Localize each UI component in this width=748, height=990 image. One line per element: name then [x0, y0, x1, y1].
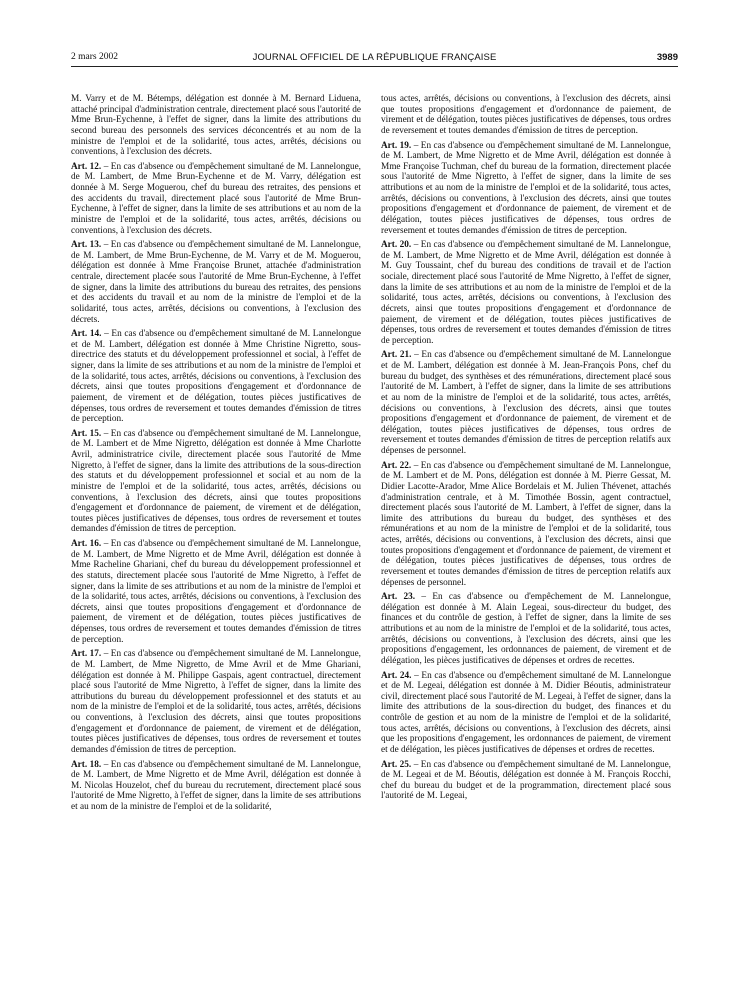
page-number: 3989 — [656, 52, 678, 63]
publication-date: 2 mars 2002 — [71, 52, 118, 62]
article-text: – En cas d'absence ou d'empêchement simultané de M. Lannelongue, de M. Lambert et de Mme Nigretto, délégation est donnée à Mme Charlotte Avril, administratrice civile, directement placée sous l'autorité de Mme Nigretto, à l'effet de signer, dans la limite des attributions de la sous-direction des statuts et du développement professionnel et social et au nom de la ministre de l'emploi et de la solidarité, tous actes, arrêtés, décisions ou conventions, à l'exclusion des décrets, ainsi que toutes propositions d'engagement et d'ordonnance de paiement, de virement et de délégation, toutes pièces justificatives de dépenses, tous ordres de reversement et toutes demandes d'émission de titres de perception. — [71, 428, 361, 535]
article-label: Art. 14. — [71, 329, 102, 340]
paragraph — [381, 760, 671, 803]
article-label: Art. 22. — [381, 460, 412, 471]
article-label: Art. 19. — [381, 140, 412, 151]
article-text: – En cas d'absence ou d'empêchement simultané de M. Lannelongue, de M. Lambert, de Mme Nigretto, de Mme Avril et de Mme Ghariani, délégation est donnée à M. Philippe Gaspais, agent contractuel, directement placé sous l'autorité de Mme Nigretto, à l'effet de signer, dans la limite des attributions du bureau du développement professionnel et des statuts et au nom de la ministre de l'emploi et de la solidarité, tous actes, arrêtés, décisions ou conventions, à l'exclusion des décrets, ainsi que toutes propositions d'engagement et d'ordonnance de paiement, de virement et de délégation, toutes pièces justificatives de dépenses, tous ordres de reversement et toutes demandes d'émission de titres de perception. — [71, 649, 361, 755]
article-label: Art. 24. — [381, 670, 412, 681]
article-text: – En cas d'absence ou d'empêchement simultané de M. Lannelongue et de M. Lambert, délégation est donnée à Mme Christine Nigretto, sous-directrice des statuts et du développement professionnel et social, à l'effet de signer, dans la limite de ses attributions et au nom de la ministre de l'emploi et de la solidarité, tous actes, arrêtés, décisions ou conventions, à l'exclusion des décrets, ainsi que toutes propositions d'engagement et d'ordonnance de paiement, de virement et de délégation, toutes pièces justificatives de dépenses, tous ordres de reversement et toutes demandes d'émission de titres de perception. — [71, 329, 361, 425]
paragraph — [71, 649, 361, 755]
article-label: Art. 16. — [71, 539, 102, 549]
paragraph — [71, 539, 361, 645]
article-label: Art. 18. — [71, 759, 102, 770]
left-column — [71, 94, 361, 813]
article-label: Art. 20. — [381, 240, 412, 251]
paragraph — [71, 429, 361, 535]
article-text: – En cas d'absence ou d'empêchement simultané de M. Lannelongue, de M. Lambert, de Mme Brun-Eychenne, de M. Varry et de M. Moguerou, délégation est donnée à Mme Françoise Brunet, attachée d'administration centrale, directement placée sous l'autorité de Mme Brun-Eychenne, à l'effet de signer, dans la limite des attributions du bureau des retraites, des pensions et des accidents du travail et au nom de la ministre de l'emploi et de la solidarité, tous actes, arrêtés, décisions ou conventions, à l'exclusion des décrets. — [71, 240, 361, 325]
article-text: – En cas d'absence ou d'empêchement simultané de M. Lannelongue, de M. Lambert et de M. Pons, délégation est donnée à M. Pierre Gessat, M. Didier Lacotte-Arador, Mme Alice Bordelais et M. Julien Thévenet, attachés d'administration centrale, et à M. Timothée Bossin, agent contractuel, directement placés sous l'autorité de M. Lambert, à l'effet de signer, dans la limite des attributions du bureau du budget, des synthèses et des rémunérations et au nom de la ministre de l'emploi et de la solidarité, tous actes, arrêtés, décisions ou conventions, à l'exclusion des décrets, ainsi que toutes propositions d'engagement et d'ordonnance de paiement, de virement et de délégation, toutes pièces justificatives de dépenses, tous ordres de reversement et toutes demandes d'émission de titres de perception relatifs aux dépenses de personnel. — [381, 460, 671, 588]
article-label: Art. 23. — [381, 592, 416, 603]
article-text: M. Varry et de M. Bétemps, délégation est donnée à M. Bernard Liduena, attaché principal d'administration centrale, directement placé sous l'autorité de Mme Brun-Eychenne, à l'effet de signer, dans la limite des attributions du second bureau des personnels des services déconcentrés et au nom de la ministre de l'emploi et de la solidarité, tous actes, arrêtés, décisions ou conventions, à l'exclusion des décrets. — [71, 94, 361, 158]
article-label: Art. 15. — [71, 428, 102, 439]
article-text: – En cas d'absence ou d'empêchement simultané de M. Lannelongue, de M. Lambert, de Mme Brun-Eychenne et de M. Varry, délégation est donnée à M. Serge Moguerou, chef du bureau des retraites, des pensions et des accidents du travail, directement placé sous l'autorité de Mme Brun-Eychenne, à l'effet de signer, dans la limite de ses attributions et au nom de la ministre de l'emploi et de la solidarité, tous actes, arrêtés, décisions ou conventions, à l'exclusion des décrets. — [71, 161, 361, 236]
paragraph — [71, 94, 361, 158]
right-column — [381, 94, 671, 802]
paragraph — [381, 671, 671, 756]
article-label: Art. 25. — [381, 759, 412, 770]
paragraph — [381, 461, 671, 589]
paragraph — [381, 94, 671, 137]
paragraph — [71, 240, 361, 325]
header-rule — [71, 66, 678, 67]
article-label: Art. 13. — [71, 240, 102, 251]
paragraph — [71, 329, 361, 425]
article-text: – En cas d'absence ou d'empêchement de M. Lannelongue, délégation est donnée à M. Alain Legeai, sous-directeur du budget, des finances et du contrôle de gestion, à l'effet de signer, dans la limite de ses attributions et au nom de la ministre de l'emploi et de la solidarité, tous actes, arrêtés, décisions ou conventions, à l'exclusion des décrets, ainsi que les propositions d'engagement, les ordonnances de paiement, de virement et de délégation, les pièces justificatives de dépenses et ordres de recettes. — [381, 592, 671, 666]
paragraph — [71, 162, 361, 236]
paragraph — [381, 350, 671, 456]
paragraph — [71, 760, 361, 813]
article-text: – En cas d'absence ou d'empêchement simultané de M. Lannelongue, de M. Lambert, de Mme Nigretto et de Mme Avril, délégation est donnée à Mme Racheline Ghariani, chef du bureau du développement professionnel et des statuts, directement placée sous l'autorité de Mme Nigretto, à l'effet de signer, dans la limite de ses attributions et au nom de la ministre de l'emploi et de la solidarité, tous actes, arrêtés, décisions ou conventions, à l'exclusion des décrets, ainsi que toutes propositions d'engagement et d'ordonnance de paiement, de virement et de délégation, toutes pièces justificatives de dépenses, tous ordres de reversement et toutes demandes d'émission de titres de perception. — [71, 539, 361, 645]
article-label: Art. 12. — [71, 161, 102, 172]
article-text: – En cas d'absence ou d'empêchement simultané de M. Lannelongue, de M. Lambert, de Mme Nigretto et de Mme Avril, délégation est donnée à M. Guy Toussaint, chef du bureau des conditions de travail et de l'action sociale, directement placé sous l'autorité de Mme Nigretto, à l'effet de signer, dans la limite de ses attributions et au nom de la ministre de l'emploi et de la solidarité, tous actes, arrêtés, décisions ou conventions, à l'exclusion des décrets, ainsi que toutes propositions d'engagement et d'ordonnance de paiement, de virement et de délégation, toutes pièces justificatives de dépenses, tous ordres de reversement et toutes demandes d'émission de titres de perception. — [381, 240, 671, 346]
paragraph — [381, 592, 671, 666]
article-text: – En cas d'absence ou d'empêchement simultané de M. Lannelongue, de M. Legeai et de M. Béoutis, délégation est donnée à M. François Rocchi, chef du bureau du budget et de la programmation, directement placé sous l'autorité de M. Legeai, — [381, 759, 671, 802]
paragraph — [381, 240, 671, 346]
article-text: – En cas d'absence ou d'empêchement simultané de M. Lannelongue, de M. Lambert, de Mme Nigretto et de Mme Avril, délégation est donnée à M. Nicolas Houzelot, chef du bureau du recrutement, directement placé sous l'autorité de Mme Nigretto, à l'effet de signer, dans la limite de ses attributions et au nom de la ministre de l'emploi et de la solidarité, — [71, 759, 361, 812]
paragraph — [381, 141, 671, 237]
article-text: – En cas d'absence ou d'empêchement simultané de M. Lannelongue et de M. Legeai, délégation est donnée à M. Didier Béoutis, administrateur civil, directement placé sous l'autorité de M. Legeai, à l'effet de signer, dans la limite des attributions de la sous-direction du budget, des finances et du contrôle de gestion et au nom de la ministre de l'emploi et de la solidarité, tous actes, arrêtés, décisions ou conventions, à l'exclusion des décrets, ainsi que les propositions d'engagement, les ordonnances de paiement, de virement et de délégation, les pièces justificatives de dépenses et ordres de recettes. — [381, 670, 671, 755]
article-text: – En cas d'absence ou d'empêchement simultané de M. Lannelongue et de M. Lambert, délégation est donnée à M. Jean-François Pons, chef du bureau du budget, des synthèses et des rémunérations, directement placé sous l'autorité de M. Lambert, à l'effet de signer, dans la limite de ses attributions et au nom de la ministre de l'emploi et de la solidarité, tous actes, arrêtés, décisions ou conventions, à l'exclusion des décrets, ainsi que toutes propositions d'engagement et d'ordonnance de paiement, de virement et de délégation, toutes pièces justificatives de dépenses, tous ordres de reversement et toutes demandes d'émission de titres de perception relatifs aux dépenses de personnel. — [381, 350, 671, 456]
article-label: Art. 17. — [71, 649, 102, 660]
page-header — [71, 52, 678, 66]
journal-title: JOURNAL OFFICIEL DE LA RÉPUBLIQUE FRANÇAISE — [252, 52, 497, 63]
article-text: – En cas d'absence ou d'empêchement simultané de M. Lannelongue, de M. Lambert, de Mme Nigretto et de Mme Avril, délégation est donnée à Mme Françoise Tuchman, chef du bureau de la formation, directement placée sous l'autorité de Mme Nigretto, à l'effet de signer, dans la limite de ses attributions et au nom de la ministre de l'emploi et de la solidarité, tous actes, arrêtés, décisions ou conventions, à l'exclusion des décrets, ainsi que toutes propositions d'engagement et d'ordonnance de paiement, de virement et de délégation, toutes pièces justificatives de dépenses, tous ordres de reversement et toutes demandes d'émission de titres de perception. — [381, 140, 671, 236]
article-label: Art. 21. — [381, 350, 412, 361]
article-text: tous actes, arrêtés, décisions ou conventions, à l'exclusion des décrets, ainsi que toutes propositions d'engagement et d'ordonnance de paiement, de virement et de délégation, toutes pièces justificatives de dépenses, tous ordres de reversement et toutes demandes d'émission de titres de perception. — [381, 94, 671, 136]
